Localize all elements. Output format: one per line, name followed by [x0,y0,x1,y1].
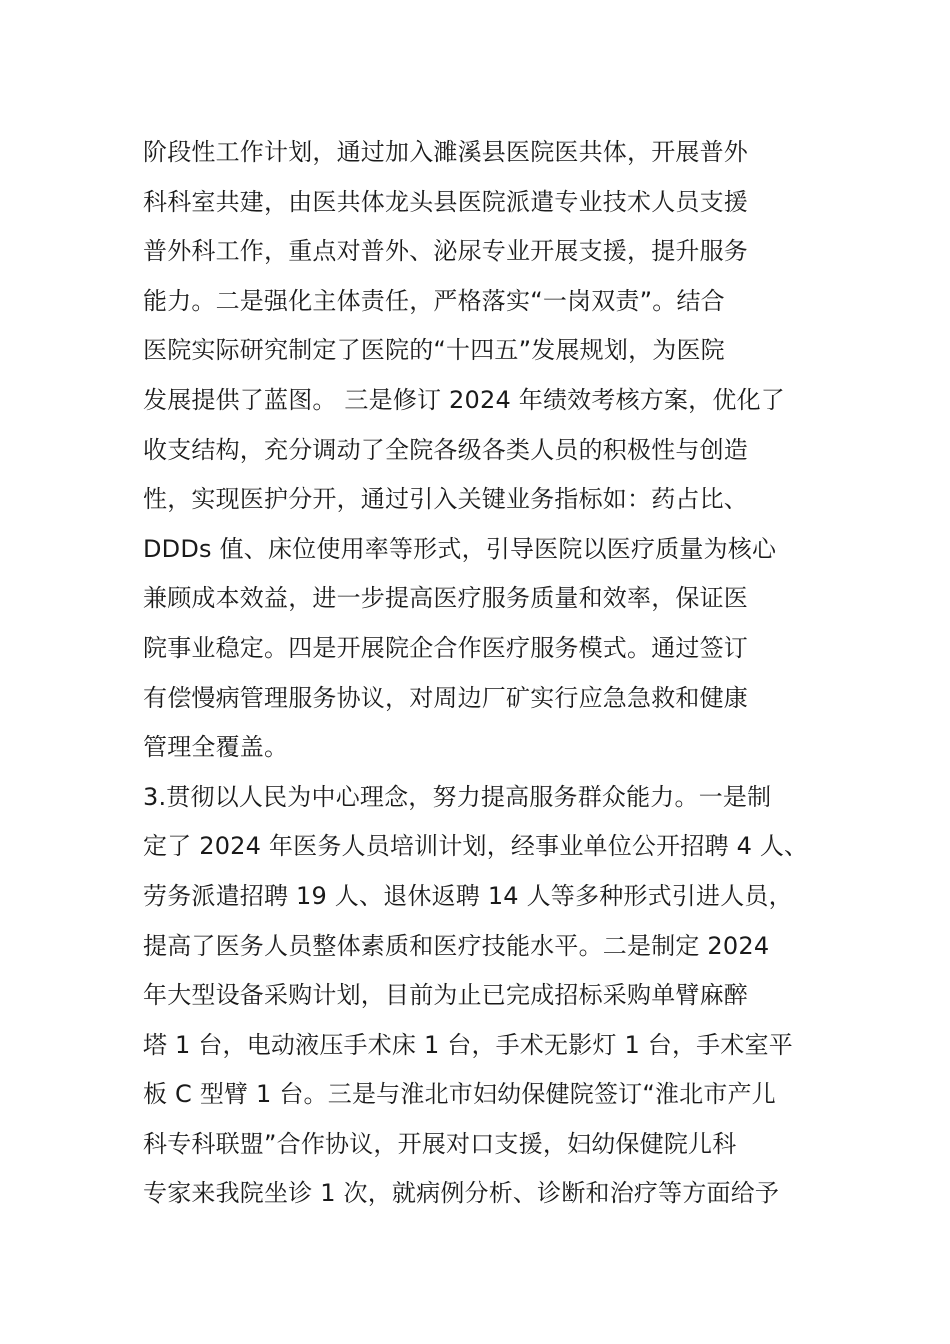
text-line: 收支结构，充分调动了全院各级各类人员的积极性与创造 [143,435,748,464]
text-line: 医院实际研究制定了医院的“十四五”发展规划，为医院 [143,336,725,365]
text-line: 普外科工作，重点对普外、泌尿专业开展支援，提升服务 [143,237,748,266]
text-line: 提高了医务人员整体素质和医疗技能水平。二是制定 2024 [143,931,770,960]
text-line: 塔 1 台，电动液压手术床 1 台，手术无影灯 1 台，手术室平 [143,1030,793,1059]
text-line: 劳务派遣招聘 19 人、退休返聘 14 人等多种形式引进人员， [143,881,793,910]
text-line: 年大型设备采购计划，目前为止已完成招标采购单臂麻醉 [143,981,748,1010]
body-text [143,128,833,1219]
text-line: 科专科联盟”合作协议，开展对口支援，妇幼保健院儿科 [143,1129,737,1158]
text-line: 有偿慢病管理服务协议，对周边厂矿实行应急急救和健康 [143,683,748,712]
text-line: 定了 2024 年医务人员培训计划，经事业单位公开招聘 4 人、 [143,832,809,861]
text-line: 阶段性工作计划，通过加入濉溪县医院医共体，开展普外 [143,138,748,166]
text-line: 兼顾成本效益，进一步提高医疗服务质量和效率，保证医 [143,584,748,613]
text-line: 专家来我院坐诊 1 次，就病例分析、诊断和治疗等方面给予 [143,1179,780,1208]
text-line: 发展提供了蓝图。 三是修订 2024 年绩效考核方案，优化了 [143,385,785,414]
text-line: 院事业稳定。四是开展院企合作医疗服务模式。通过签订 [143,633,748,662]
text-line: 管理全覆盖。 [143,733,289,762]
text-line: 板 C 型臂 1 台。三是与淮北市妇幼保健院签订“淮北市产儿 [143,1080,776,1109]
section-heading-line: 3.贯彻以人民为中心理念，努力提高服务群众能力。一是制 [143,782,772,811]
text-line: DDDs 值、床位使用率等形式，引导医院以医疗质量为核心 [143,534,777,563]
text-line: 科科室共建，由医共体龙头县医院派遣专业技术人员支援 [143,187,748,216]
text-line: 能力。二是强化主体责任，严格落实“一岗双责”。结合 [143,286,725,315]
text-line: 性，实现医护分开，通过引入关键业务指标如：药占比、 [143,485,748,514]
